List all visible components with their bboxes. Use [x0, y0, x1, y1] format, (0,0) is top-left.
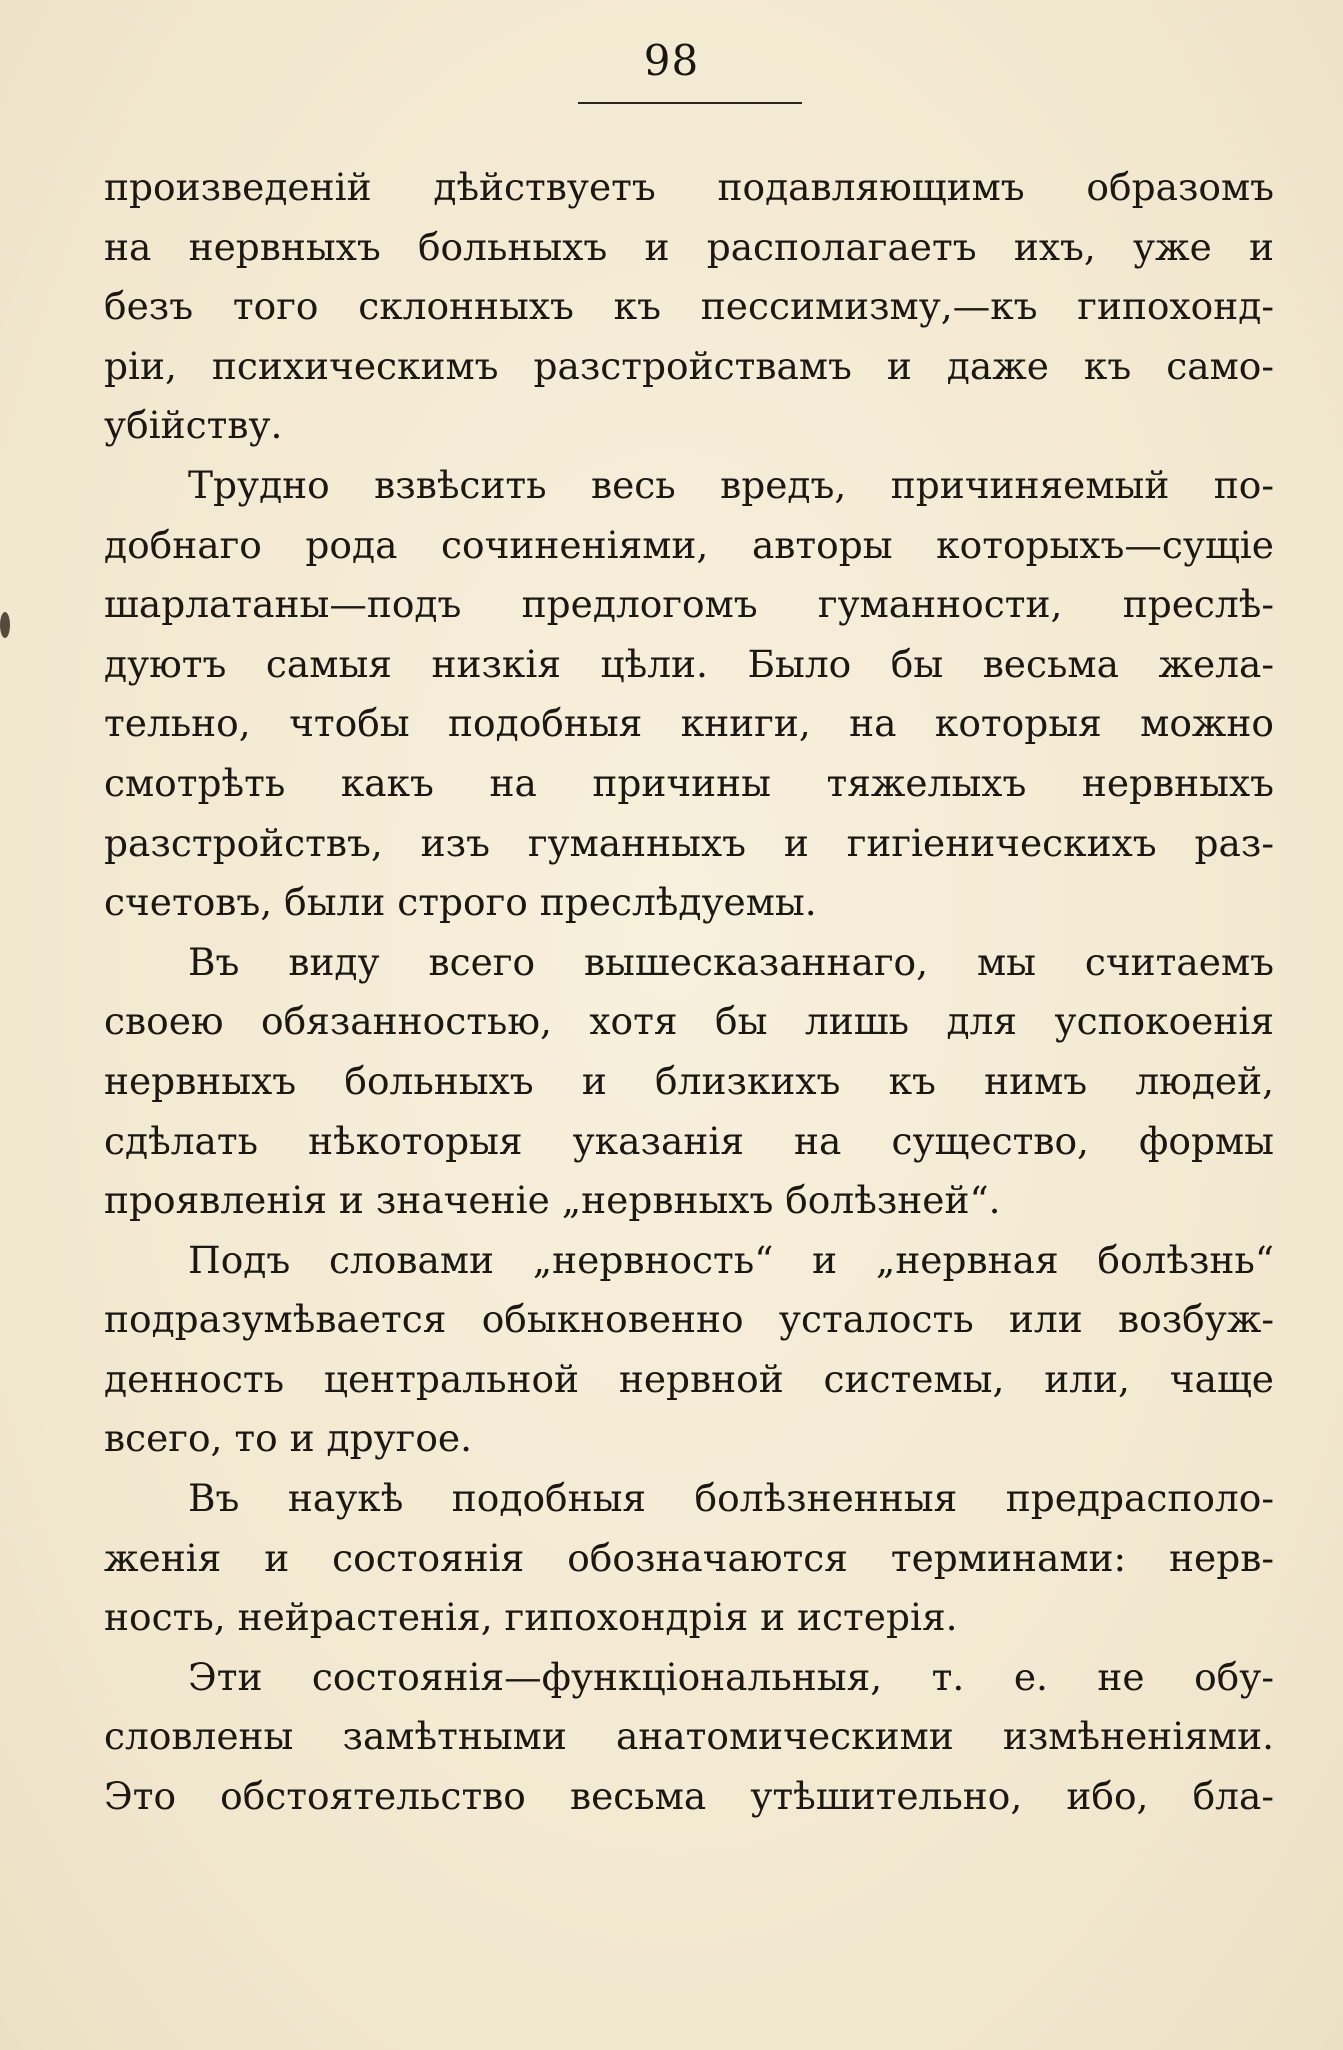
text-line: счетовъ, были строго преслѣдуемы. [104, 880, 817, 925]
text-line: убійству. [104, 403, 283, 448]
text-line: проявленія и значеніе „нервныхъ болѣзней“. [104, 1178, 1001, 1223]
text-line: шарлатаны—подъ предлогомъ гуманности, преслѣ- [104, 582, 1274, 627]
text-line: всего, то и другое. [104, 1416, 473, 1461]
text-line: Эти состоянія—функціональныя, т. е. не обу- [188, 1654, 1274, 1699]
text-line: сдѣлать нѣкоторыя указанія на существо, формы [104, 1118, 1274, 1163]
ink-blot-mark [0, 612, 10, 638]
text-line: разстройствъ, изъ гуманныхъ и гигіеническихъ раз- [104, 820, 1274, 865]
text-line: добнаго рода сочиненіями, авторы которыхъ—сущіе [104, 522, 1274, 567]
text-line: своею обязанностью, хотя бы лишь для успокоенія [104, 999, 1274, 1044]
header-rule [578, 102, 802, 104]
text-line: ность, нейрастенія, гипохондрія и истерія. [104, 1595, 958, 1640]
text-line: Въ наукѣ подобныя болѣзненныя предрасполо- [188, 1476, 1274, 1521]
text-line: на нервныхъ больныхъ и располагаетъ ихъ, уже и [104, 224, 1274, 269]
text-line: Подъ словами „нервность“ и „нервная болѣзнь“ [188, 1237, 1274, 1282]
body-text [104, 158, 1274, 1827]
page-number: 98 [643, 36, 700, 85]
text-line: ріи, психическимъ разстройствамъ и даже къ само- [104, 343, 1274, 388]
text-line: денность центральной нервной системы, или, чаще [104, 1356, 1274, 1401]
text-line: женія и состоянія обозначаются терминами: нерв- [104, 1535, 1274, 1580]
text-line: произведеній дѣйствуетъ подавляющимъ образомъ [104, 165, 1274, 209]
text-line: дуютъ самыя низкія цѣли. Было бы весьма жела- [104, 641, 1274, 686]
text-line: нервныхъ больныхъ и близкихъ къ нимъ людей, [104, 1058, 1274, 1103]
text-line: тельно, чтобы подобныя книги, на которыя можно [104, 701, 1274, 746]
text-line: Въ виду всего вышесказаннаго, мы считаемъ [188, 939, 1274, 984]
text-line: смотрѣть какъ на причины тяжелыхъ нервныхъ [104, 760, 1274, 805]
text-line: безъ того склонныхъ къ пессимизму,—къ гипохонд- [104, 284, 1274, 329]
text-line: подразумѣвается обыкновенно усталость или возбуж- [104, 1297, 1274, 1342]
text-line: словлены замѣтными анатомическими измѣненіями. [104, 1714, 1274, 1759]
text-line: Это обстоятельство весьма утѣшительно, ибо, бла- [104, 1774, 1274, 1819]
text-line: Трудно взвѣсить весь вредъ, причиняемый по- [188, 462, 1274, 507]
